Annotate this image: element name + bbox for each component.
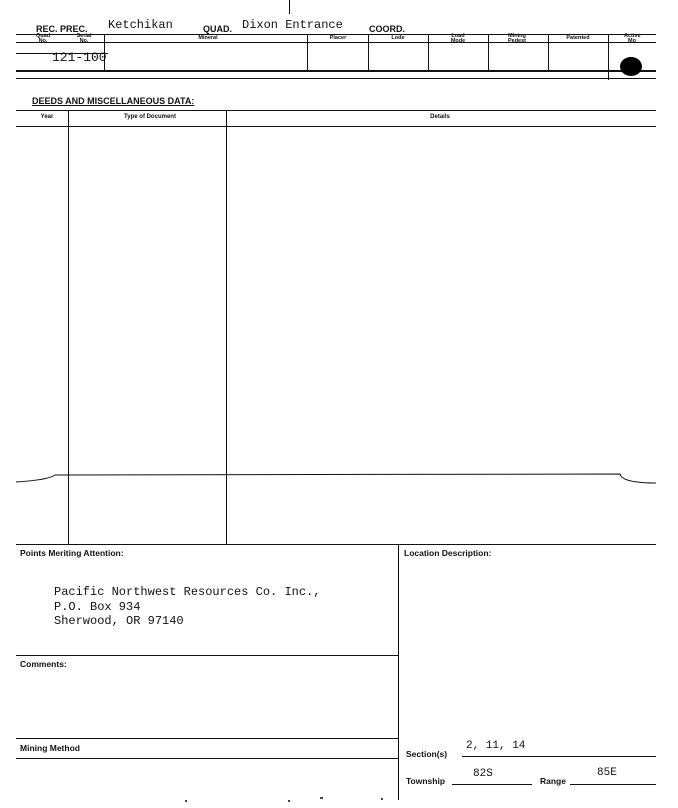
col-doc-type: Type of Document: [124, 114, 176, 120]
col-serial-no: Serial No.: [76, 33, 92, 44]
address-line-1: Pacific Northwest Resources Co. Inc.,: [54, 585, 321, 599]
col-details: Details: [430, 114, 450, 120]
col-quad-no: Quad No.: [36, 33, 51, 44]
sections-label: Section(s): [406, 749, 448, 759]
address-line-3: Sherwood, OR 97140: [54, 614, 184, 628]
quad-value: Dixon Entrance: [242, 18, 343, 32]
township-underline: [452, 784, 532, 785]
col-mining-pedest: Mining Pedest: [507, 33, 527, 44]
col-div: [368, 34, 369, 71]
scan-speck: [288, 800, 290, 802]
col-active: Active Mo: [624, 33, 641, 44]
col-placer: Placer: [329, 35, 347, 41]
range-underline: [570, 784, 656, 785]
col-div: [488, 34, 489, 71]
mining-rule: [16, 738, 398, 739]
address-line-2: P.O. Box 934: [54, 600, 141, 614]
lower-top-rule: [16, 544, 656, 545]
township-label: Township: [406, 776, 446, 786]
comments-label: Comments:: [20, 659, 67, 669]
mining-label: Mining Method: [20, 743, 80, 753]
deeds-title: DEEDS AND MISCELLANEOUS DATA:: [32, 96, 195, 106]
scan-speck: [381, 798, 383, 800]
page-seam: [0, 465, 678, 495]
deeds-top-rule: [16, 110, 656, 111]
range-value: 85E: [597, 767, 617, 779]
col-div: [608, 34, 609, 80]
sections-underline: [462, 756, 656, 757]
table-bottom-rule: [16, 70, 656, 72]
col-div: [548, 34, 549, 71]
col-year: Year: [40, 114, 54, 120]
township-value: 82S: [473, 768, 493, 780]
table-header-rule: [16, 42, 656, 43]
col-div: [307, 34, 308, 71]
header-tick: [289, 0, 290, 14]
comments-rule: [16, 655, 398, 656]
lower-col-div: [398, 544, 399, 800]
col-div: [428, 34, 429, 71]
quad-label: QUAD.: [203, 24, 232, 34]
location-label: Location Description:: [404, 548, 492, 558]
deeds-header-rule: [16, 126, 656, 127]
range-label: Range: [540, 776, 566, 786]
serial-value: 121-100: [52, 50, 107, 65]
scan-speck: [185, 800, 187, 802]
rec-prec-value: Ketchikan: [108, 18, 173, 32]
rec-prec-label: REC. PREC.: [36, 24, 88, 34]
col-lode: Lode: [391, 35, 405, 41]
mining-bottom-rule: [16, 758, 398, 759]
table-bottom-rule-2: [16, 78, 656, 79]
points-label: Points Meriting Attention:: [20, 548, 124, 558]
col-mineral: Mineral: [198, 35, 218, 41]
col-patented: Patented: [566, 35, 590, 41]
coord-label: COORD.: [369, 24, 405, 34]
active-marker-dot: [620, 57, 642, 76]
col-load-mode: Load Mode: [450, 33, 466, 44]
scan-speck: [320, 797, 323, 799]
sections-value: 2, 11, 14: [466, 740, 526, 752]
